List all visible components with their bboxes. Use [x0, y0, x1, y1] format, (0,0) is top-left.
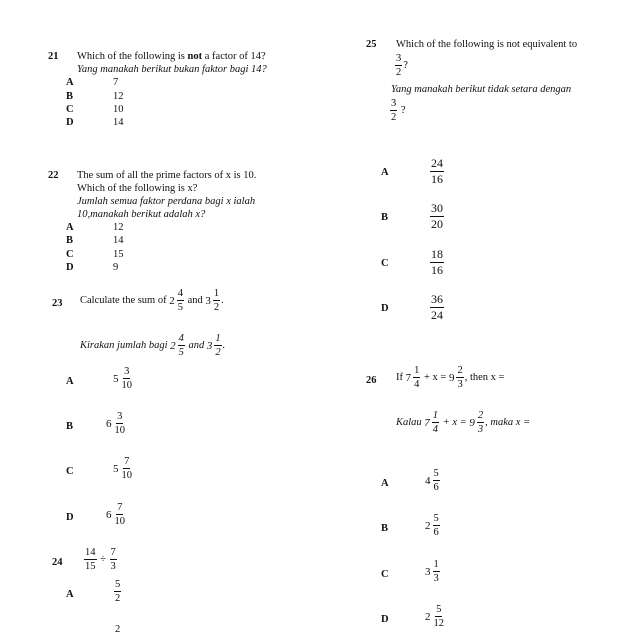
option-value: 14: [113, 117, 124, 128]
option-letter: C: [66, 249, 74, 260]
option-letter: C: [381, 258, 389, 269]
question-equation-malay: Kalau 7 1 4 + x = 9 2 3 , maka x =: [396, 410, 531, 436]
mixed-number: 3 1 2: [206, 333, 221, 359]
option-letter: B: [66, 91, 74, 102]
question-text: The sum of all the prime factors of x is 10.: [77, 170, 257, 181]
question-number: 26: [366, 375, 377, 386]
option-value: $\frac{36}{24}$: [431, 292, 443, 322]
option-value: 9: [113, 262, 119, 273]
mixed-number: 3 1 2: [205, 288, 220, 314]
mixed-number: 2 4 5: [170, 333, 184, 359]
question-equation: If 7 1 4 + x = 9 2 3 , then x =: [396, 365, 505, 391]
question-text: Which of the following is x?: [77, 183, 198, 194]
question-text-malay: Kirakan jumlah bagi 2 4 5 and 3 1 2 .: [80, 333, 226, 359]
question-text-malay: Yang manakah berikut tidak setara dengan: [391, 84, 572, 95]
question-text: Calculate the sum of 2 4 5 and 3 1 2 .: [80, 288, 224, 314]
question-text-malay: 10,manakah berikut adalah x?: [77, 209, 206, 220]
option-value: $\frac{24}{16}$: [431, 156, 443, 186]
option-letter: C: [66, 104, 74, 115]
option-value: 10: [113, 104, 124, 115]
question-fraction: 3 2 ?: [396, 53, 408, 79]
option-value: $\frac{30}{20}$: [431, 201, 443, 231]
option-letter: B: [66, 421, 74, 432]
option-value: 4 5 6: [425, 468, 439, 494]
option-value: $\frac{5}{2}$: [115, 579, 121, 605]
option-letter: A: [66, 222, 74, 233]
option-letter: D: [381, 614, 389, 625]
option-value-partial: 2: [115, 624, 121, 635]
question-text: Which of the following is not equivalent to: [396, 39, 578, 50]
option-letter: B: [381, 523, 389, 534]
option-letter: A: [66, 77, 74, 88]
option-letter: B: [66, 235, 74, 246]
question-text-malay: Jumlah semua faktor perdana bagi x ialah: [77, 196, 256, 207]
option-letter: C: [381, 569, 389, 580]
option-value: 6 7 10: [106, 502, 125, 528]
question-number: 21: [48, 51, 59, 62]
question-number: 23: [52, 298, 63, 309]
option-letter: D: [66, 262, 74, 273]
option-value: 12: [113, 91, 124, 102]
question-number: 25: [366, 39, 377, 50]
option-letter: B: [381, 212, 389, 223]
option-letter: C: [66, 466, 74, 477]
option-value: 3 1 3: [425, 559, 439, 585]
question-text: Which of the following is not a factor of 14?: [77, 51, 266, 62]
option-value: 7: [113, 77, 119, 88]
question-text-malay: Yang manakah berikut bukan faktor bagi 14?: [77, 64, 267, 75]
option-value: 6 3 10: [106, 411, 125, 437]
option-letter: D: [66, 512, 74, 523]
question-fraction: 3 2 ?: [391, 98, 406, 124]
option-letter: D: [381, 303, 389, 314]
option-value: $\frac{18}{16}$: [431, 247, 443, 277]
option-value: 2 5 6: [425, 513, 439, 539]
option-value: 12: [113, 222, 124, 233]
question-expression: $\frac{14}{15}$ ÷ $\frac{7}{3}$: [85, 547, 116, 573]
option-letter: A: [381, 478, 389, 489]
option-letter: D: [66, 117, 74, 128]
question-number: 24: [52, 557, 63, 568]
option-value: 5 3 10: [113, 366, 132, 392]
option-letter: A: [66, 589, 74, 600]
mixed-number: 2 4 5: [169, 288, 183, 314]
option-value: 15: [113, 249, 124, 260]
option-letter: A: [381, 167, 389, 178]
option-value: 5 7 10: [113, 456, 132, 482]
option-value: 2 5 12: [425, 604, 444, 630]
option-value: 14: [113, 235, 124, 246]
option-letter: A: [66, 376, 74, 387]
question-number: 22: [48, 170, 59, 181]
